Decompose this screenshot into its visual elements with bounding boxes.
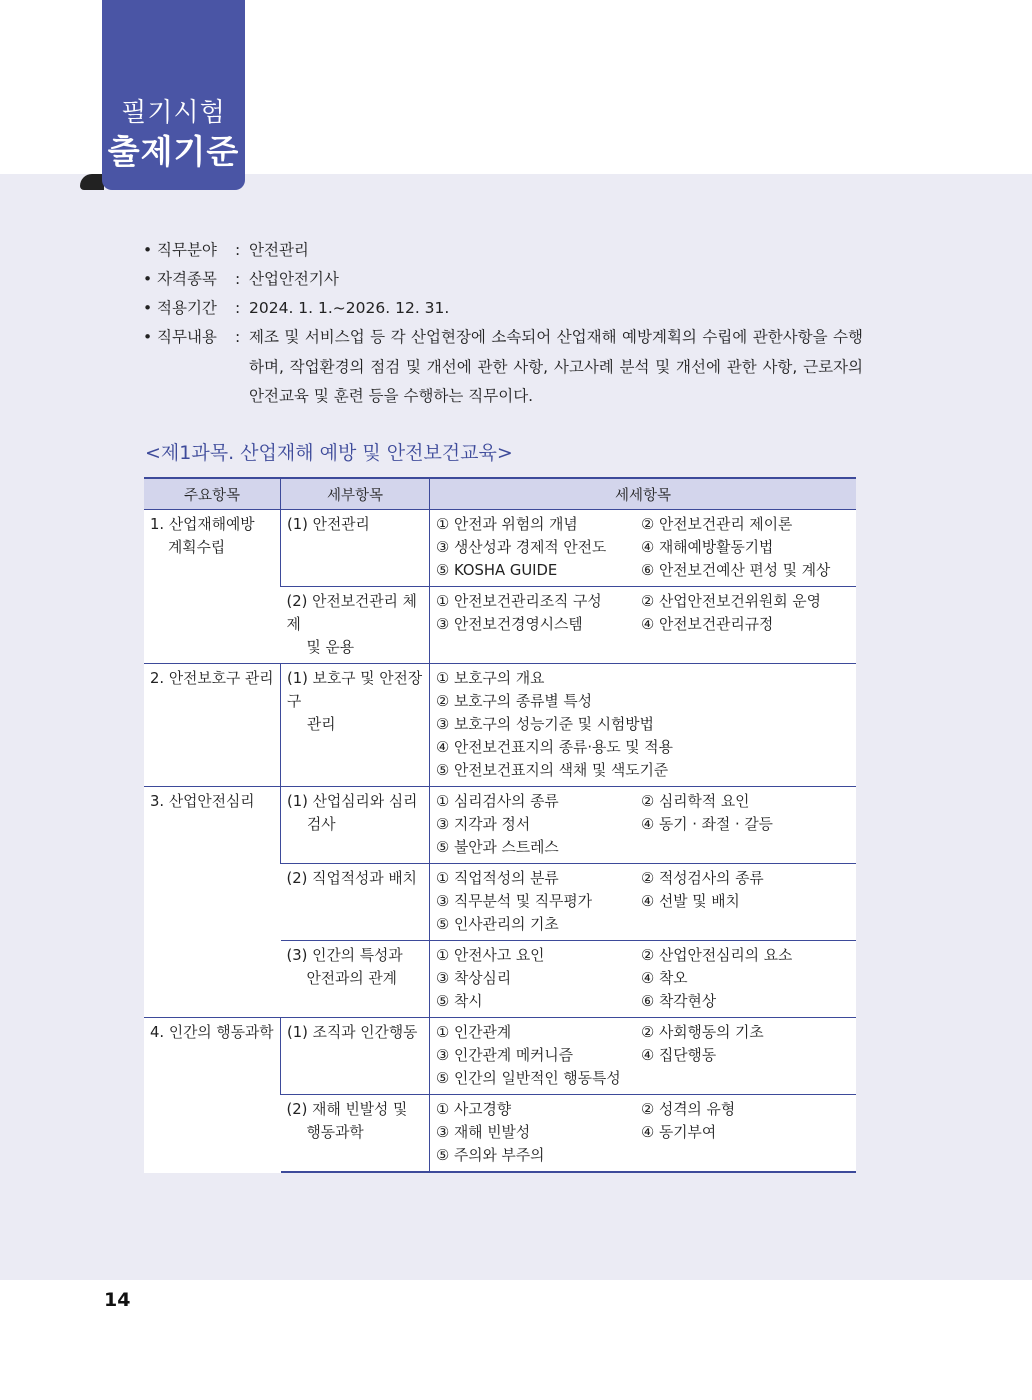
info-key: 적용기간 xyxy=(157,299,217,317)
detail-item: ③ 안전보건경영시스템 xyxy=(436,616,583,633)
table-row xyxy=(144,787,856,864)
detail-item: ⑤ 인간의 일반적인 행동특성 xyxy=(436,1070,621,1087)
info-row: • 직무내용 : 제조 및 서비스업 등 각 산업현장에 소속되어 산업재해 예방계획의 수립에 관한사항을 수행하며, 작업환경의 점검 및 개선에 관한 사항, 사고사례 분석 및 개선에 관한 사항, 근로자의 안전교육 및 훈련 등을 수행하는 직무이다. xyxy=(143,323,863,412)
detail-item: ② 안전보건관리 제이론 xyxy=(641,516,793,533)
bullet-icon: • xyxy=(143,328,153,346)
detail-item: ④ 안전보건표지의 종류·용도 및 적용 xyxy=(436,739,673,756)
sub-item-text: 관리 xyxy=(307,716,336,733)
info-value: 안전관리 xyxy=(249,241,309,259)
info-row: • 자격종목 : 산업안전기사 xyxy=(143,265,863,294)
table-row xyxy=(144,664,856,787)
main-item-cell xyxy=(144,1018,281,1173)
sub-item-cell xyxy=(281,864,430,941)
detail-item-cell xyxy=(430,587,857,664)
detail-item: ④ 선발 및 배치 xyxy=(641,893,740,910)
main-item-text: 계획수립 xyxy=(168,539,226,556)
sub-item-text: 및 운용 xyxy=(306,639,355,656)
main-item-cell xyxy=(144,664,281,787)
main-item-text: 1. 산업재해예방 xyxy=(150,516,255,533)
table-header-row xyxy=(144,478,856,510)
detail-item-cell xyxy=(430,664,857,787)
detail-item: ④ 안전보건관리규정 xyxy=(641,616,774,633)
tab-curl-decoration xyxy=(80,174,104,190)
detail-item: ⑤ 인사관리의 기초 xyxy=(436,916,559,933)
sub-item-text: 검사 xyxy=(307,816,336,833)
sub-item-text: (2) 직업적성과 배치 xyxy=(286,870,417,887)
detail-item: ① 심리검사의 종류 xyxy=(436,793,559,810)
header-main-item: 주요항목 xyxy=(144,478,281,510)
sub-item-cell xyxy=(281,664,430,787)
detail-item: ① 보호구의 개요 xyxy=(436,670,545,687)
header-detail-item: 세세항목 xyxy=(430,478,857,510)
sub-item-text: (3) 인간의 특성과 xyxy=(286,947,403,964)
header-sub-item: 세부항목 xyxy=(281,478,430,510)
sub-item-text: 행동과학 xyxy=(306,1124,364,1141)
qualification-info xyxy=(143,236,863,412)
detail-item: ④ 재해예방활동기법 xyxy=(641,539,774,556)
detail-item: ③ 직무분석 및 직무평가 xyxy=(436,893,593,910)
info-row: • 직무분야 : 안전관리 xyxy=(143,236,863,265)
sub-item-text: (2) 재해 빈발성 및 xyxy=(286,1101,408,1118)
main-item-text: 3. 산업안전심리 xyxy=(150,793,255,810)
criteria-table xyxy=(144,477,856,1173)
subject-title: <제1과목. 산업재해 예방 및 안전보건교육> xyxy=(145,442,513,464)
table-body xyxy=(144,510,856,1173)
sub-item-text: 안전과의 관계 xyxy=(306,970,397,987)
detail-item: ① 인간관계 xyxy=(436,1024,512,1041)
tab-subtitle: 필기시험 xyxy=(121,98,226,128)
detail-item: ③ 재해 빈발성 xyxy=(436,1124,531,1141)
sub-item-text: (2) 안전보건관리 체제 xyxy=(286,593,417,633)
sub-item-cell xyxy=(281,787,430,864)
page-number: 14 xyxy=(104,1289,131,1311)
detail-item: ④ 동기부여 xyxy=(641,1124,717,1141)
info-row: • 적용기간 : 2024. 1. 1.~2026. 12. 31. xyxy=(143,294,863,323)
detail-item: ② 사회행동의 기초 xyxy=(641,1024,764,1041)
detail-item: ③ 보호구의 성능기준 및 시험방법 xyxy=(436,716,654,733)
detail-item: ③ 생산성과 경제적 안전도 xyxy=(436,539,607,556)
detail-item-cell xyxy=(430,864,857,941)
detail-item: ③ 인간관계 메커니즘 xyxy=(436,1047,574,1064)
detail-item: ③ 지각과 정서 xyxy=(436,816,531,833)
sub-item-text: (1) 보호구 및 안전장구 xyxy=(287,670,423,710)
bullet-icon: • xyxy=(143,241,153,259)
detail-item: ② 산업안전심리의 요소 xyxy=(641,947,793,964)
info-value: 제조 및 서비스업 등 각 산업현장에 소속되어 산업재해 예방계획의 수립에 관한사항을 수행하며, 작업환경의 점검 및 개선에 관한 사항, 사고사례 분석 및 개선에 관한 사항, 근로자의 안전교육 및 훈련 등을 수행하는 직무이다. xyxy=(249,328,863,405)
sub-item-cell xyxy=(281,1095,430,1173)
table-row xyxy=(144,510,856,587)
detail-item: ② 심리학적 요인 xyxy=(641,793,750,810)
sub-item-text: (1) 산업심리와 심리 xyxy=(287,793,418,810)
detail-item-cell xyxy=(430,510,857,587)
detail-item-cell xyxy=(430,787,857,864)
detail-item: ① 안전사고 요인 xyxy=(436,947,545,964)
tab-title: 출제기준 xyxy=(107,132,240,171)
detail-item-cell xyxy=(430,1095,857,1173)
detail-item: ⑤ KOSHA GUIDE xyxy=(436,562,558,579)
info-value: 산업안전기사 xyxy=(249,270,339,288)
detail-item: ② 산업안전보건위원회 운영 xyxy=(641,593,821,610)
sub-item-text: (1) 안전관리 xyxy=(287,516,370,533)
info-value: 2024. 1. 1.~2026. 12. 31. xyxy=(249,299,450,317)
sub-item-cell xyxy=(281,510,430,587)
main-item-cell xyxy=(144,787,281,1018)
detail-item: ⑤ 안전보건표지의 색채 및 색도기준 xyxy=(436,762,669,779)
detail-item: ① 안전과 위험의 개념 xyxy=(436,516,578,533)
bullet-icon: • xyxy=(143,299,153,317)
detail-item: ④ 착오 xyxy=(641,970,688,987)
detail-item-cell xyxy=(430,1018,857,1095)
detail-item: ③ 착상심리 xyxy=(436,970,512,987)
table-row xyxy=(144,1018,856,1095)
detail-item: ⑤ 착시 xyxy=(436,993,483,1010)
info-key: 자격종목 xyxy=(157,270,217,288)
info-key: 직무분야 xyxy=(157,241,217,259)
detail-item: ① 안전보건관리조직 구성 xyxy=(436,593,602,610)
detail-item: ⑥ 안전보건예산 편성 및 계상 xyxy=(641,562,831,579)
sub-item-cell xyxy=(281,941,430,1018)
detail-item: ④ 집단행동 xyxy=(641,1047,717,1064)
detail-item: ④ 동기 · 좌절 · 갈등 xyxy=(641,816,773,833)
main-item-text: 2. 안전보호구 관리 xyxy=(150,670,274,687)
sub-item-cell xyxy=(281,1018,430,1095)
main-item-cell xyxy=(144,510,281,664)
detail-item: ⑤ 불안과 스트레스 xyxy=(436,839,559,856)
info-key: 직무내용 xyxy=(157,328,217,346)
detail-item: ⑤ 주의와 부주의 xyxy=(436,1147,545,1164)
detail-item: ② 적성검사의 종류 xyxy=(641,870,764,887)
section-tab xyxy=(102,0,245,190)
detail-item: ① 직업적성의 분류 xyxy=(436,870,559,887)
detail-item: ⑥ 착각현상 xyxy=(641,993,717,1010)
sub-item-cell xyxy=(281,587,430,664)
detail-item: ② 보호구의 종류별 특성 xyxy=(436,693,593,710)
sub-item-text: (1) 조직과 인간행동 xyxy=(287,1024,418,1041)
main-item-text: 4. 인간의 행동과학 xyxy=(150,1024,274,1041)
detail-item-cell xyxy=(430,941,857,1018)
detail-item: ① 사고경향 xyxy=(436,1101,512,1118)
bullet-icon: • xyxy=(143,270,153,288)
detail-item: ② 성격의 유형 xyxy=(641,1101,736,1118)
